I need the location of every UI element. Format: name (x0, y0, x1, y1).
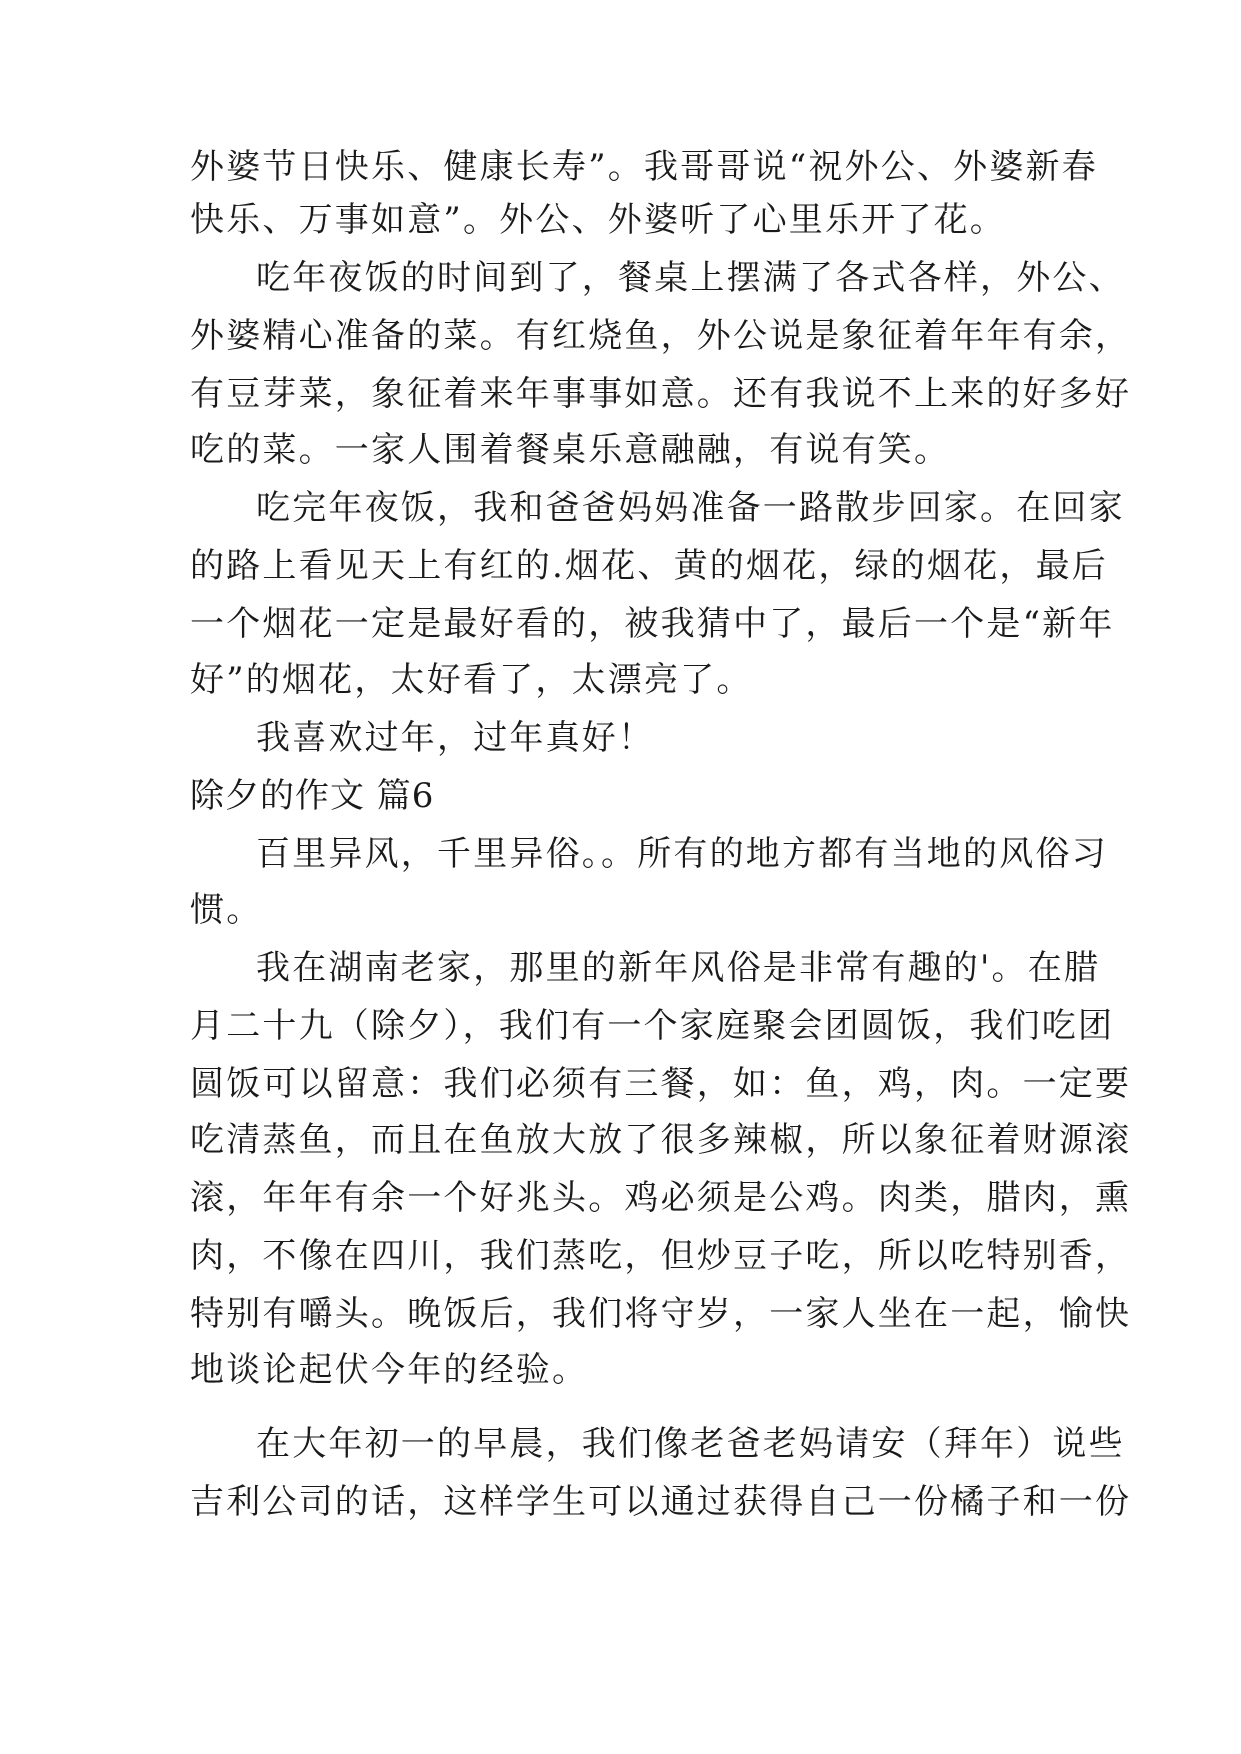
text-line: 吃清蒸鱼，而且在鱼放大放了很多辣椒，所以象征着财源滚 (190, 1120, 1132, 1160)
section-heading: 除夕的作文 篇6 (190, 776, 435, 816)
text-line: 滚，年年有余一个好兆头。鸡必须是公鸡。肉类，腊肉，熏 (190, 1178, 1132, 1218)
text-line: 肉，不像在四川，我们蒸吃，但炒豆子吃，所以吃特别香， (190, 1236, 1132, 1276)
text-line: 一个烟花一定是最好看的，被我猜中了，最后一个是“新年 (190, 604, 1115, 644)
text-line: 的路上看见天上有红的.烟花、黄的烟花，绿的烟花，最后 (190, 546, 1109, 586)
text-line: 外婆精心准备的菜。有红烧鱼，外公说是象征着年年有余， (190, 316, 1132, 356)
text-line: 外婆节日快乐、健康长寿”。我哥哥说“祝外公、外婆新春 (190, 147, 1098, 187)
text-line: 地谈论起伏今年的经验。 (190, 1350, 589, 1390)
text-line: 惯。 (190, 890, 263, 930)
paragraph-start-line: 吃年夜饭的时间到了，餐桌上摆满了各式各样，外公、 (256, 258, 1125, 298)
paragraph-start-line: 吃完年夜饭，我和爸爸妈妈准备一路散步回家。在回家 (256, 488, 1125, 528)
paragraph-start-line: 百里异风，千里异俗。。所有的地方都有当地的风俗习 (256, 834, 1108, 874)
paragraph-start-line: 在大年初一的早晨，我们像老爸老妈请安（拜年）说些 (256, 1424, 1125, 1464)
paragraph-start-line: 我在湖南老家，那里的新年风俗是非常有趣的'。在腊 (256, 948, 1101, 988)
paragraph-start-line: 我喜欢过年，过年真好！ (256, 718, 655, 758)
text-line: 特别有嚼头。晚饭后，我们将守岁，一家人坐在一起，愉快 (190, 1294, 1132, 1334)
text-line: 月二十九（除夕），我们有一个家庭聚会团圆饭，我们吃团 (190, 1006, 1115, 1046)
text-line: 吉利公司的话，这样学生可以通过获得自己一份橘子和一份 (190, 1482, 1132, 1522)
text-line: 有豆芽菜，象征着来年事事如意。还有我说不上来的好多好 (190, 374, 1132, 414)
text-line: 好”的烟花，太好看了，太漂亮了。 (190, 660, 753, 700)
text-line: 吃的菜。一家人围着餐桌乐意融融，有说有笑。 (190, 430, 951, 470)
text-line: 圆饭可以留意：我们必须有三餐，如：鱼，鸡，肉。一定要 (190, 1064, 1132, 1104)
text-line: 快乐、万事如意”。外公、外婆听了心里乐开了花。 (190, 200, 1006, 240)
